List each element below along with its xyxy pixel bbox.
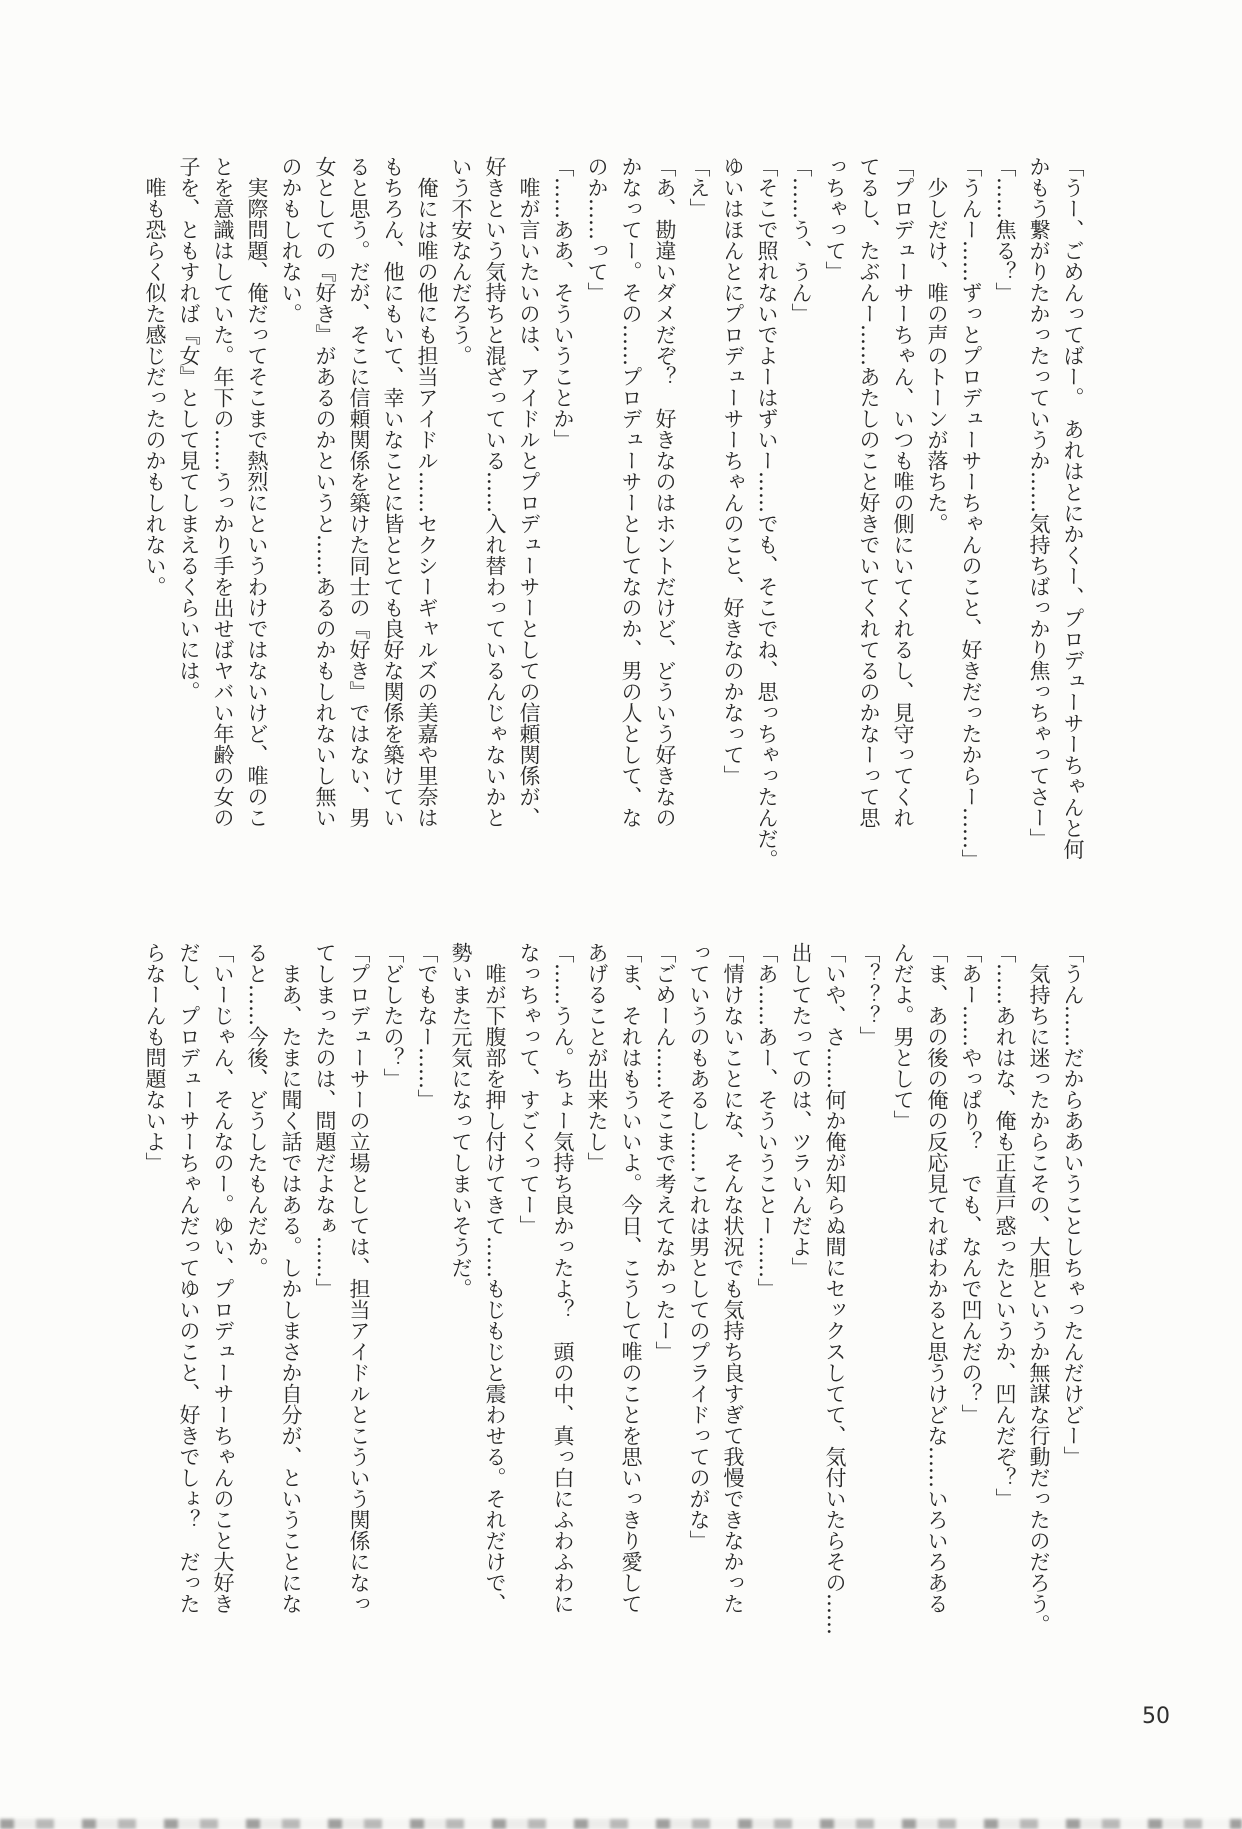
text-line: 「……焦る？」 [993,156,1017,303]
text-line: 「そこで照れないでよーはずいー……でも、そこでね、思っちゃったんだ。 [755,156,779,870]
scan-artifact-bottom-edge [0,1819,1242,1829]
text-line: もちろん、他にもいて、幸いなことに皆ととても良好な関係を築けてい [381,156,405,828]
text-line: まあ、たまに聞く話ではある。しかしまさか自分が、ということにな [279,942,303,1614]
text-line: 「……う、うん」 [789,156,813,324]
text-line: いう不安なんだろう。 [449,156,473,366]
text-line: 唯も恐らく似た感じだったのかもしれない。 [143,156,167,597]
text-line: 「でもなー……」 [415,942,439,1110]
text-line: かもう繋がりたかったっていうか……気持ちばっかり焦っちゃってさー」 [1027,156,1051,849]
text-line: 「いーじゃん、そんなのー。ゆい、プロデューサーちゃんのこと大好き [211,942,235,1614]
text-line: なっちゃって、すごくってー」 [517,942,541,1236]
text-line: 「ま、それはもういいよ。今日、こうして唯のことを思いっきり愛して [619,942,643,1614]
text-line: 子を、ともすれば『女』として見てしまえるくらいには。 [177,156,201,702]
text-line: とを意識はしていた。年下の……うっかり手を出せばヤバい年齢の女の [211,156,235,828]
text-line: 好きという気持ちと混ざっている……入れ替わっているんじゃないかと [483,156,507,828]
text-line: ると……今後、どうしたもんだか。 [245,942,269,1278]
text-line: 「ごめーん……そこまで考えてなかったー」 [653,942,677,1362]
text-line: 「情けないことにな、そんな状況でも気持ち良すぎて我慢できなかった [721,942,745,1614]
text-line: 「……あれはな、俺も正直戸惑ったというか、凹んだぞ？」 [993,942,1017,1509]
text-line: かなってー。その……プロデューサーとしてなのか、男の人として、な [619,156,643,828]
text-line: 「……うん。ちょー気持ち良かったよ？ 頭の中、真っ白にふわふわに [551,942,575,1614]
text-line: 勢いまた元気になってしまいそうだ。 [449,942,473,1299]
text-line: 「うん……だからああいうことしちゃったんだけどー」 [1061,942,1085,1467]
text-line: っていうのもあるし……これは男としてのプライドってのがな」 [687,942,711,1551]
text-line: 「うんー……ずっとプロデューサーちゃんのこと、好きだったからー……」 [959,156,983,870]
text-line: てるし、たぶんー……あたしのこと好きでいてくれてるのかなーって思 [857,156,881,828]
text-line: 俺には唯の他にも担当アイドル……セクシーギャルズの美嘉や里奈は [415,156,439,828]
text-line: 出してたってのは、ツラいんだよ」 [789,942,813,1278]
text-line: あげることが出来たし」 [585,942,609,1173]
text-line: 「え」 [687,156,711,219]
text-line: 「プロデューサーちゃん、いつも唯の側にいてくれるし、見守ってくれ [891,156,915,828]
text-line: てしまったのは、問題だよなぁ……」 [313,942,337,1299]
text-line: のかもしれない。 [279,156,303,324]
text-line: 女としての『好き』があるのかというと……あるのかもしれないし無い [313,156,337,828]
text-line: んだよ。男として」 [891,942,915,1131]
text-line: 気持ちに迷ったからこその、大胆というか無謀な行動だったのだろう。 [1027,942,1051,1635]
text-line: ると思う。だが、そこに信頼関係を築けた同士の『好き』ではない、男 [347,156,371,828]
text-line: ゆいはほんとにプロデューサーちゃんのこと、好きなのかなって」 [721,156,745,786]
text-block-bottom [138,942,1090,1658]
text-line: 「プロデューサーの立場としては、担当アイドルとこういう関係になっ [347,942,371,1614]
text-line: 「あ、勘違いダメだぞ？ 好きなのはホントだけど、どういう好きなの [653,156,677,828]
text-line: 「……ああ、そういうことか」 [551,156,575,450]
text-line: 「どしたの？」 [381,942,405,1089]
text-line: らなーんも問題ないよ」 [143,942,167,1173]
text-line: 「いや、さ……何か俺が知らぬ間にセックスしてて、気付いたらその…… [823,942,847,1635]
text-line: 実際問題、俺だってそこまで熱烈にというわけではないけど、唯のこ [245,156,269,828]
text-line: のか……って」 [585,156,609,303]
text-line: 「あ……あー、そういうことー……」 [755,942,779,1299]
text-line: 少しだけ、唯の声のトーンが落ちた。 [925,156,949,534]
text-line: 「ま、あの後の俺の反応見てればわかると思うけどな……いろいろある [925,942,949,1614]
text-line: っちゃって」 [823,156,847,282]
text-line: 「うー、ごめんってばー。 あれはとにかくー、プロデューサーちゃんと何 [1061,156,1085,860]
text-line: 唯が言いたいのは、アイドルとプロデューサーとしての信頼関係が、 [517,156,541,828]
text-line: 唯が下腹部を押し付けてきて……もじもじと震わせる。それだけで、 [483,942,507,1614]
text-line: 「あー……やっぱり？ でも、なんで凹んだの？」 [959,942,983,1425]
text-block-top [138,156,1090,872]
text-line: だし、プロデューサーちゃんだってゆいのこと、好きでしょ？ だった [177,942,201,1614]
page-number: 50 [1142,1704,1170,1729]
text-line: 「？？？」 [857,942,881,1047]
